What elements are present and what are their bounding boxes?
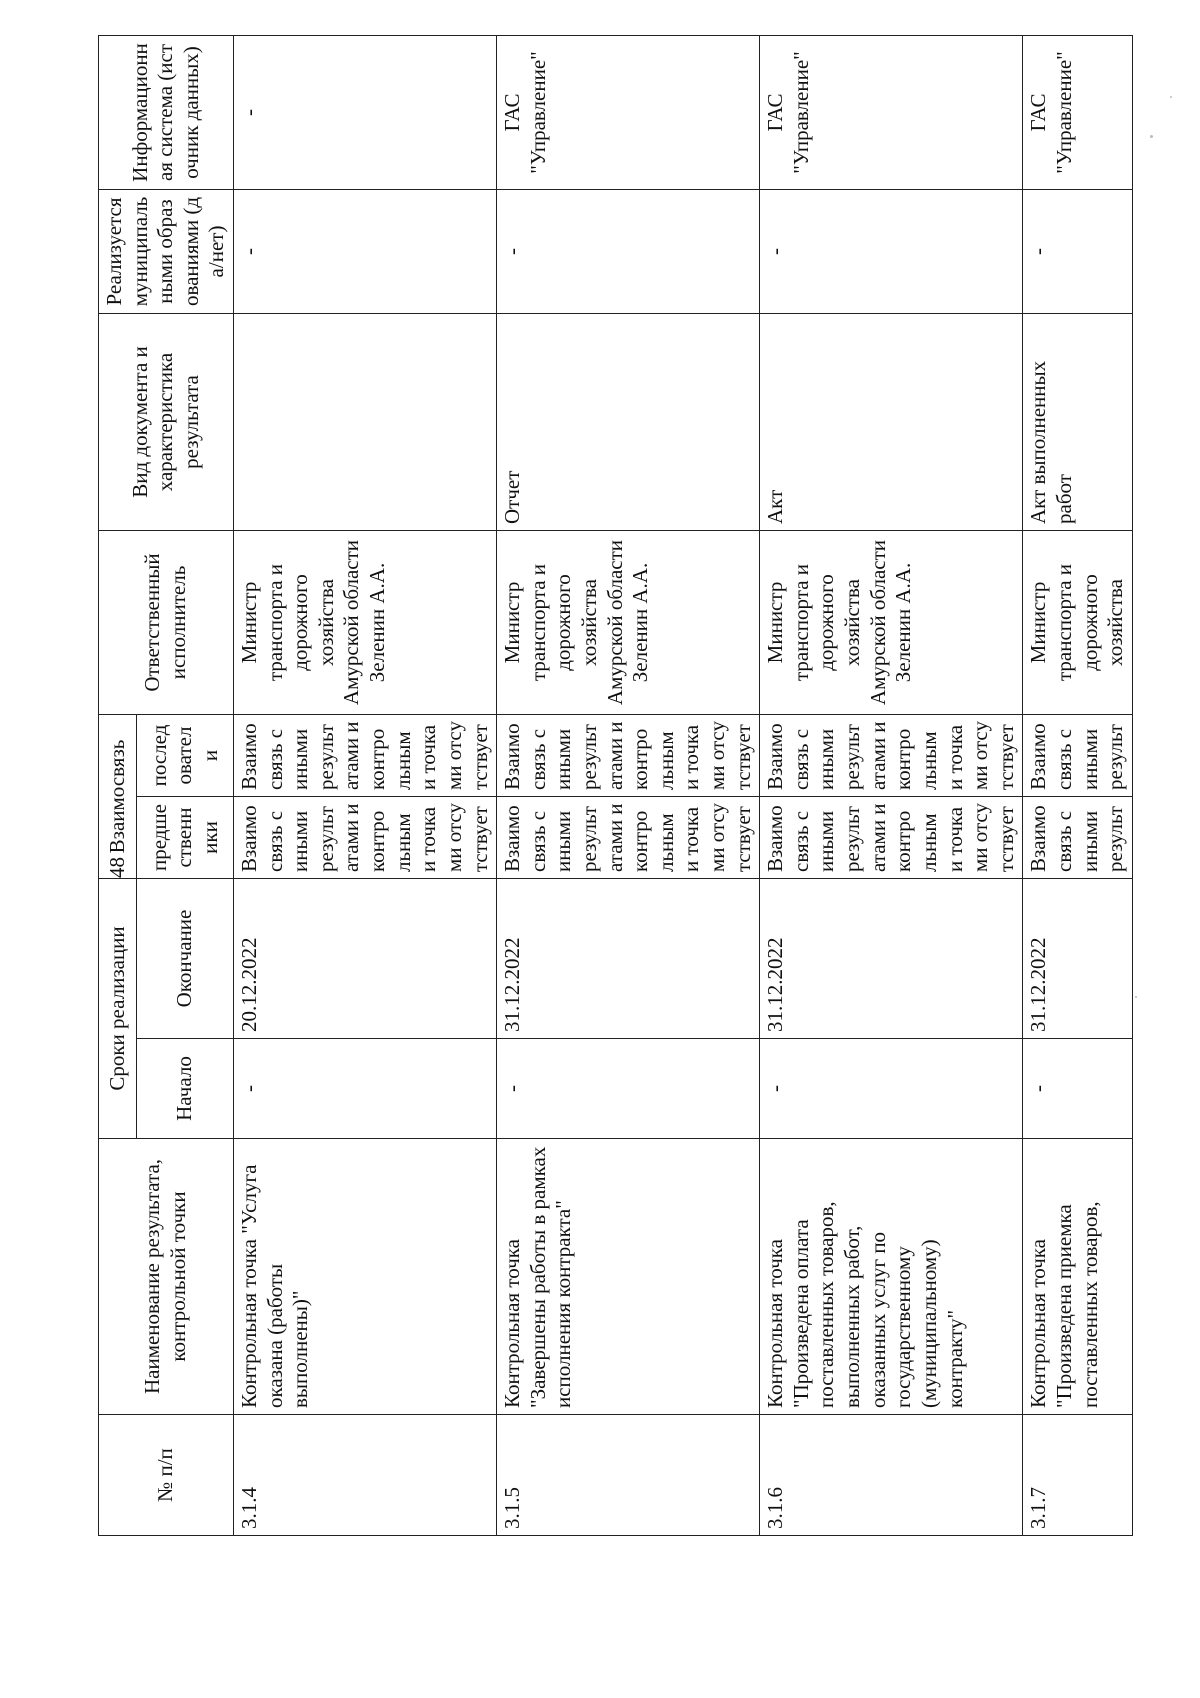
row-doc: Акт выполненных работ — [1023, 314, 1133, 531]
control-points-table — [98, 35, 1133, 1536]
row-succ: Взаимосвязь с иными результатами и контрольными точками отсутствует — [760, 715, 1023, 797]
row-doc: Акт — [760, 314, 1023, 531]
row-succ: Взаимосвязь с иными результатами и контрольными точками отсутствует — [497, 715, 760, 797]
row-succ: Взаимосвязь с иными результ — [1023, 715, 1133, 797]
page-number: 48 — [105, 857, 129, 878]
header-end: Окончание — [136, 879, 233, 1039]
row-muni: - — [234, 190, 497, 314]
scan-speck — [1150, 135, 1153, 138]
row-muni: - — [497, 190, 760, 314]
scan-speck — [1170, 96, 1172, 98]
table-row — [760, 36, 1023, 1536]
row-resp: Министр транспорта и дорожного хозяйства Амурской области Зеленин А.А. — [760, 531, 1023, 715]
row-resp: Министр транспорта и дорожного хозяйства Амурской области Зеленин А.А. — [234, 531, 497, 715]
row-start: - — [1023, 1039, 1133, 1139]
row-pred: Взаимосвязь с иными результ — [1023, 797, 1133, 879]
row-name: Контрольная точка "Завершены работы в рамках исполнения контракта" — [497, 1139, 760, 1415]
row-info: ГАС "Управление" — [1023, 36, 1133, 190]
header-doc: Вид документа и характеристика результата — [99, 314, 234, 531]
row-pred: Взаимосвязь с иными результатами и контрольными точками отсутствует — [234, 797, 497, 879]
row-num: 3.1.7 — [1023, 1415, 1133, 1536]
row-start: - — [234, 1039, 497, 1139]
row-end: 31.12.2022 — [1023, 879, 1133, 1039]
row-name: Контрольная точка "Произведена приемка поставленных товаров, — [1023, 1139, 1133, 1415]
row-name: Контрольная точка "Произведена оплата поставленных товаров, выполненных работ, оказанных услуг по государственному (муниципальному) контракту" — [760, 1139, 1023, 1415]
row-info: ГАС "Управление" — [497, 36, 760, 190]
scan-speck — [1135, 996, 1137, 998]
header-muni: Реализуется муниципальными образованиями (да/нет) — [99, 190, 234, 314]
table-row — [234, 36, 497, 1536]
header-row-1 — [99, 36, 137, 1536]
row-start: - — [497, 1039, 760, 1139]
row-muni: - — [1023, 190, 1133, 314]
header-link: Взаимосвязь — [99, 715, 137, 879]
header-info: Информационная система (источник данных) — [99, 36, 234, 190]
header-num: № п/п — [99, 1415, 234, 1536]
row-doc — [234, 314, 497, 531]
row-num: 3.1.6 — [760, 1415, 1023, 1536]
row-resp: Министр транспорта и дорожного хозяйства Амурской области Зеленин А.А. — [497, 531, 760, 715]
row-info: ГАС "Управление" — [760, 36, 1023, 190]
row-succ: Взаимосвязь с иными результатами и контрольными точками отсутствует — [234, 715, 497, 797]
row-end: 31.12.2022 — [497, 879, 760, 1039]
row-pred: Взаимосвязь с иными результатами и контрольными точками отсутствует — [497, 797, 760, 879]
row-end: 20.12.2022 — [234, 879, 497, 1039]
header-terms: Сроки реализации — [99, 879, 137, 1139]
table-row — [497, 36, 760, 1536]
row-pred: Взаимосвязь с иными результатами и контрольными точками отсутствует — [760, 797, 1023, 879]
header-resp: Ответственный исполнитель — [99, 531, 234, 715]
row-doc: Отчет — [497, 314, 760, 531]
header-pred: предшественники — [136, 797, 233, 879]
header-name: Наименование результата, контрольной точки — [99, 1139, 234, 1415]
row-end: 31.12.2022 — [760, 879, 1023, 1039]
row-start: - — [760, 1039, 1023, 1139]
row-info: - — [234, 36, 497, 190]
row-num: 3.1.4 — [234, 1415, 497, 1536]
header-start: Начало — [136, 1039, 233, 1139]
header-succ: последователи — [136, 715, 233, 797]
row-name: Контрольная точка "Услуга оказана (работы выполнены)" — [234, 1139, 497, 1415]
row-muni: - — [760, 190, 1023, 314]
row-resp: Министр транспорта и дорожного хозяйства — [1023, 531, 1133, 715]
row-num: 3.1.5 — [497, 1415, 760, 1536]
table-row — [1023, 36, 1133, 1536]
